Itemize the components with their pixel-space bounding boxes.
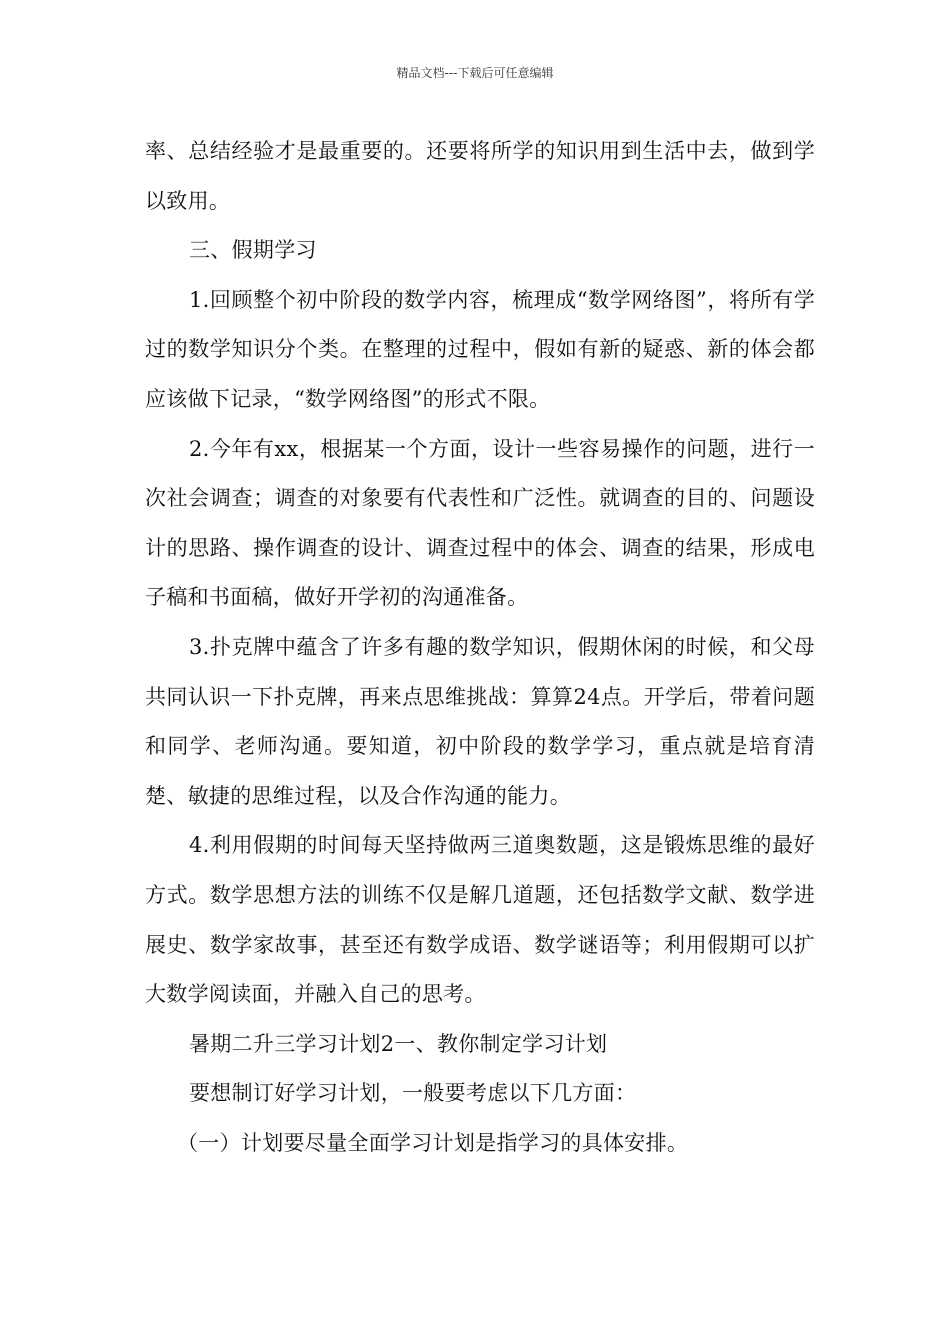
paragraph-item-3: 3.扑克牌中蕴含了许多有趣的数学知识，假期休闲的时候，和父母共同认识一下扑克牌，再来点思维挑战：算算24点。开学后，带着问题和同学、老师沟通。要知道，初中阶段的数学学习，重点就是培育清楚、敏捷的思维过程，以及合作沟通的能力。 bbox=[145, 634, 815, 808]
plan-intro: 要想制订好学习计划，一般要考虑以下几方面： bbox=[189, 1081, 637, 1106]
paragraph-item-2: 2.今年有xx，根据某一个方面，设计一些容易操作的问题，进行一次社会调查；调查的对象要有代表性和广泛性。就调查的目的、问题设计的思路、操作调查的设计、调查过程中的体会、调查的结果，形成电子稿和书面稿，做好开学初的沟通准备。 bbox=[145, 436, 815, 610]
paragraph-continuation: 率、总结经验才是最重要的。还要将所学的知识用到生活中去，做到学以致用。 bbox=[145, 139, 815, 213]
page-header: 精品文档---下载后可任意编辑 bbox=[396, 66, 554, 80]
document-body bbox=[145, 127, 815, 1168]
paragraph-item-1: 1.回顾整个初中阶段的数学内容，梳理成“数学网络图”，将所有学过的数学知识分个类。在整理的过程中，假如有新的疑惑、新的体会都应该做下记录，“数学网络图”的形式不限。 bbox=[145, 287, 815, 411]
plan-title: 暑期二升三学习计划2一、教你制定学习计划 bbox=[189, 1031, 608, 1056]
plan-point-1: （一）计划要尽量全面学习计划是指学习的具体安排。 bbox=[177, 1130, 689, 1155]
paragraph-item-4: 4.利用假期的时间每天坚持做两三道奥数题，这是锻炼思维的最好方式。数学思想方法的训练不仅是解几道题，还包括数学文献、数学进展史、数学家故事，甚至还有数学成语、数学谜语等；利用假期可以扩大数学阅读面，并融入自己的思考。 bbox=[145, 833, 815, 1007]
section-heading: 三、假期学习 bbox=[189, 238, 317, 263]
